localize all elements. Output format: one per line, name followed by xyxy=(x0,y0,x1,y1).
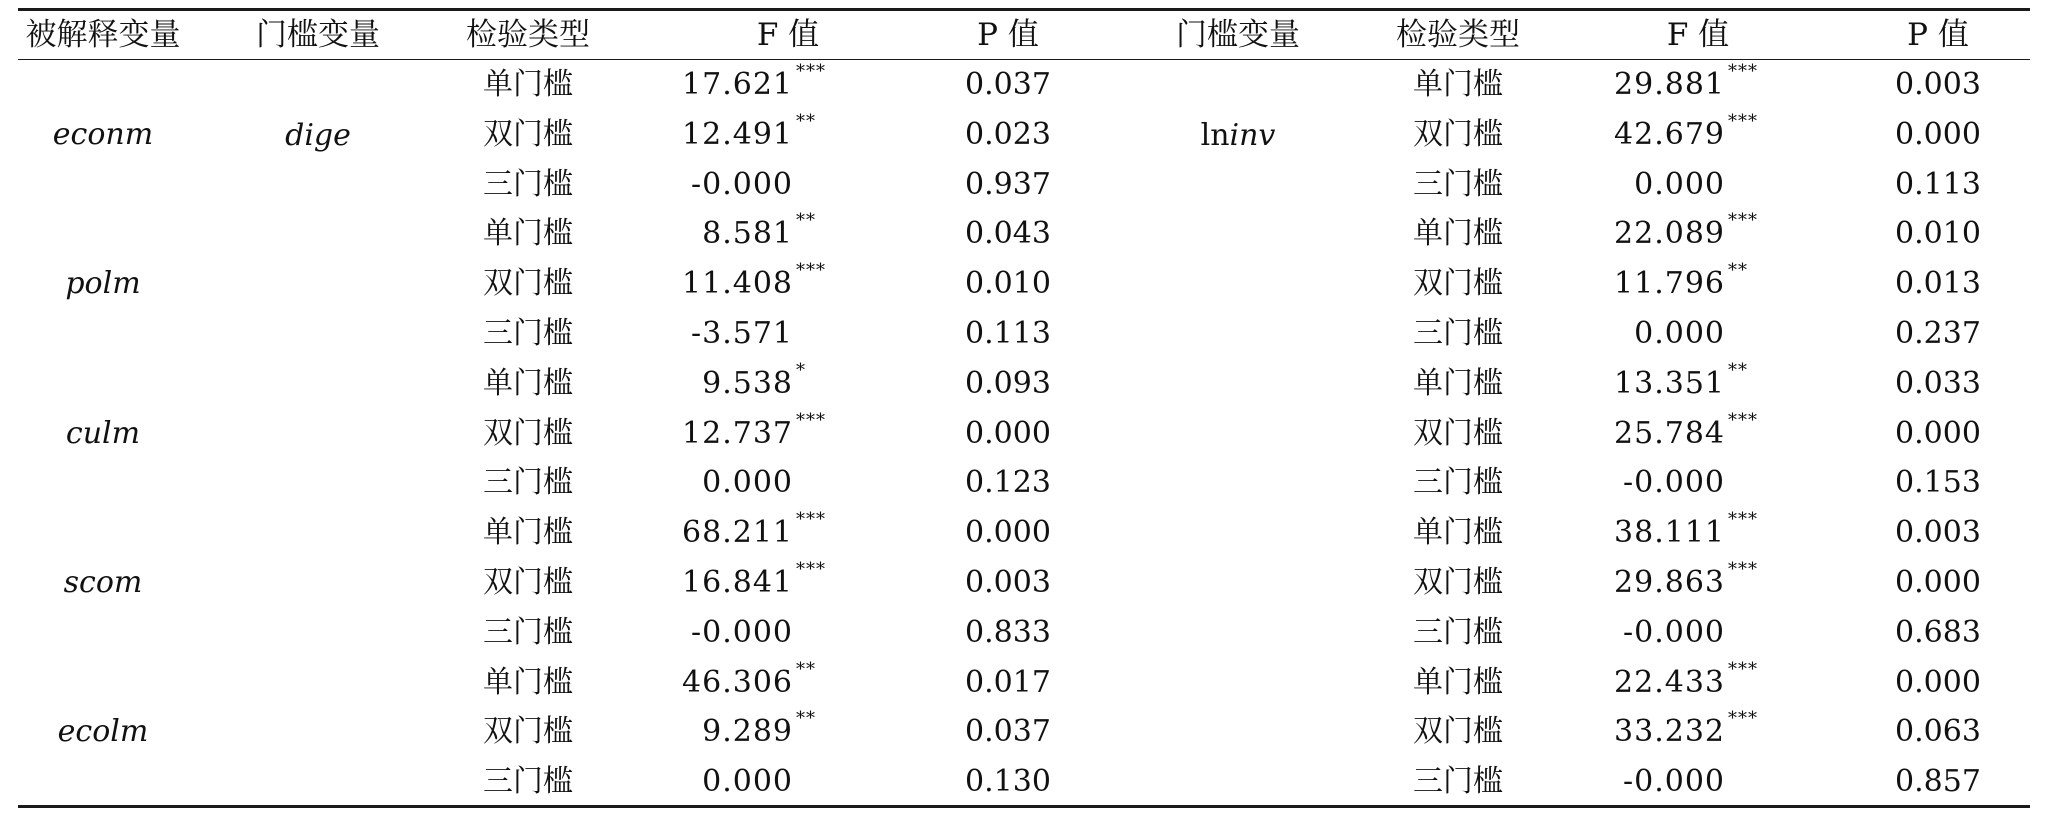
f-value: 46.306 xyxy=(682,665,793,700)
p-value-right: 0.113 xyxy=(1895,167,1981,202)
f-value: 0.000 xyxy=(1634,167,1725,202)
dependent-var-ecolm: ecolm xyxy=(57,714,149,749)
p-value-left: 0.003 xyxy=(965,565,1051,600)
significance-stars: ** xyxy=(796,659,816,680)
p-value-left: 0.037 xyxy=(965,714,1051,749)
f-value: 9.289 xyxy=(702,714,793,749)
significance-stars: ** xyxy=(796,708,816,729)
test-type-right: 单门槛 xyxy=(1413,665,1503,700)
test-type-left: 三门槛 xyxy=(483,316,573,351)
test-type-left: 双门槛 xyxy=(483,565,573,600)
test-type-right: 单门槛 xyxy=(1413,366,1503,401)
test-type-right: 三门槛 xyxy=(1413,167,1503,202)
test-type-right: 三门槛 xyxy=(1413,465,1503,500)
f-value: -0.000 xyxy=(1622,615,1725,650)
dependent-var-scom: scom xyxy=(63,565,143,600)
significance-stars: *** xyxy=(1728,111,1758,132)
f-value-right xyxy=(1525,160,1725,210)
f-value-left xyxy=(593,757,793,807)
p-value-right: 0.237 xyxy=(1895,316,1981,351)
f-value: 42.679 xyxy=(1614,117,1725,152)
f-value: 17.621 xyxy=(682,67,793,102)
test-type-left: 双门槛 xyxy=(483,416,573,451)
f-value-right xyxy=(1525,60,1758,110)
f-value-right xyxy=(1525,608,1725,658)
f-value-right xyxy=(1525,508,1758,558)
f-value-right xyxy=(1525,259,1748,309)
f-value: -0.000 xyxy=(1622,465,1725,500)
f-value: 11.796 xyxy=(1614,266,1725,301)
significance-stars: *** xyxy=(1728,210,1758,231)
header-test-type-2: 检验类型 xyxy=(1396,17,1520,53)
test-type-left: 三门槛 xyxy=(483,615,573,650)
f-value: 0.000 xyxy=(702,465,793,500)
p-value-left: 0.093 xyxy=(965,366,1051,401)
f-value-right xyxy=(1525,409,1758,459)
test-type-right: 双门槛 xyxy=(1413,266,1503,301)
test-type-left: 三门槛 xyxy=(483,167,573,202)
significance-stars: *** xyxy=(1728,659,1758,680)
f-value-right xyxy=(1525,658,1758,708)
p-value-left: 0.130 xyxy=(965,764,1051,799)
test-type-right: 单门槛 xyxy=(1413,216,1503,251)
significance-stars: ** xyxy=(796,210,816,231)
p-value-right: 0.153 xyxy=(1895,465,1981,500)
f-value: 0.000 xyxy=(1634,316,1725,351)
f-value-left xyxy=(593,359,806,409)
significance-stars: ** xyxy=(1728,260,1748,281)
threshold-var-left: dige xyxy=(285,118,351,153)
f-value-right xyxy=(1525,209,1758,259)
significance-stars: *** xyxy=(796,260,826,281)
test-type-left: 单门槛 xyxy=(483,67,573,102)
significance-stars: *** xyxy=(796,410,826,431)
dependent-var-culm: culm xyxy=(65,416,141,451)
p-value-left: 0.937 xyxy=(965,167,1051,202)
significance-stars: *** xyxy=(1728,559,1758,580)
p-value-left: 0.037 xyxy=(965,67,1051,102)
f-value: 22.089 xyxy=(1614,216,1725,251)
header-threshold-var: 门槛变量 xyxy=(256,17,380,53)
p-value-left: 0.000 xyxy=(965,515,1051,550)
f-value-right xyxy=(1525,757,1725,807)
test-type-right: 单门槛 xyxy=(1413,515,1503,550)
threshold-var-right-italic: inv xyxy=(1229,118,1276,153)
p-value-right: 0.000 xyxy=(1895,665,1981,700)
p-value-right: 0.000 xyxy=(1895,565,1981,600)
p-value-left: 0.023 xyxy=(965,117,1051,152)
p-value-left: 0.010 xyxy=(965,266,1051,301)
significance-stars: *** xyxy=(796,61,826,82)
f-value: 29.863 xyxy=(1614,565,1725,600)
f-value: 0.000 xyxy=(702,764,793,799)
test-type-left: 单门槛 xyxy=(483,665,573,700)
significance-stars: *** xyxy=(796,559,826,580)
test-type-right: 三门槛 xyxy=(1413,316,1503,351)
f-value-left xyxy=(593,608,793,658)
test-type-right: 三门槛 xyxy=(1413,615,1503,650)
test-type-left: 双门槛 xyxy=(483,266,573,301)
significance-stars: * xyxy=(796,360,806,381)
f-value-right xyxy=(1525,110,1758,160)
p-value-right: 0.000 xyxy=(1895,416,1981,451)
f-value-left xyxy=(593,508,826,558)
f-value-left xyxy=(593,458,793,508)
header-p-value-2: P 值 xyxy=(1907,17,1969,53)
f-value-left xyxy=(593,259,826,309)
f-value: 22.433 xyxy=(1614,665,1725,700)
p-value-left: 0.043 xyxy=(965,216,1051,251)
p-value-left: 0.833 xyxy=(965,615,1051,650)
p-value-right: 0.013 xyxy=(1895,266,1981,301)
f-value: 16.841 xyxy=(682,565,793,600)
f-value: -0.000 xyxy=(690,167,793,202)
test-type-right: 双门槛 xyxy=(1413,565,1503,600)
test-type-right: 三门槛 xyxy=(1413,764,1503,799)
p-value-right: 0.010 xyxy=(1895,216,1981,251)
f-value: 12.737 xyxy=(682,416,793,451)
f-value-right xyxy=(1525,359,1748,409)
test-type-right: 双门槛 xyxy=(1413,416,1503,451)
significance-stars: *** xyxy=(1728,61,1758,82)
p-value-right: 0.033 xyxy=(1895,366,1981,401)
f-value-right xyxy=(1525,558,1758,608)
p-value-right: 0.857 xyxy=(1895,764,1981,799)
f-value: 68.211 xyxy=(682,515,793,550)
f-value: 12.491 xyxy=(682,117,793,152)
f-value-left xyxy=(593,309,793,359)
f-value: -3.571 xyxy=(690,316,793,351)
test-type-left: 三门槛 xyxy=(483,465,573,500)
significance-stars: ** xyxy=(1728,360,1748,381)
threshold-var-right-prefix: ln xyxy=(1200,118,1230,153)
f-value-left xyxy=(593,707,816,757)
p-value-left: 0.000 xyxy=(965,416,1051,451)
f-value: -0.000 xyxy=(690,615,793,650)
f-value: 29.881 xyxy=(1614,67,1725,102)
header-test-type: 检验类型 xyxy=(466,17,590,53)
header-p-value: P 值 xyxy=(977,17,1039,53)
p-value-left: 0.113 xyxy=(965,316,1051,351)
f-value: 25.784 xyxy=(1614,416,1725,451)
header-dependent-var: 被解释变量 xyxy=(25,17,181,53)
p-value-right: 0.003 xyxy=(1895,67,1981,102)
significance-stars: *** xyxy=(796,509,826,530)
f-value-left xyxy=(593,110,816,160)
f-value-left xyxy=(593,160,793,210)
significance-stars: *** xyxy=(1728,509,1758,530)
p-value-right: 0.000 xyxy=(1895,117,1981,152)
f-value-left xyxy=(593,60,826,110)
f-value-left xyxy=(593,209,816,259)
p-value-right: 0.003 xyxy=(1895,515,1981,550)
test-type-left: 双门槛 xyxy=(483,714,573,749)
significance-stars: ** xyxy=(796,111,816,132)
f-value-left xyxy=(593,409,826,459)
test-type-left: 单门槛 xyxy=(483,366,573,401)
header-threshold-var-2: 门槛变量 xyxy=(1176,17,1300,53)
test-type-left: 三门槛 xyxy=(483,764,573,799)
dependent-var-econm: econm xyxy=(52,117,154,152)
f-value: 38.111 xyxy=(1614,515,1725,550)
test-type-right: 双门槛 xyxy=(1413,714,1503,749)
f-value: 8.581 xyxy=(702,216,793,251)
f-value-left xyxy=(593,658,816,708)
f-value-left xyxy=(593,558,826,608)
header-f-value-2: F 值 xyxy=(1666,17,1730,53)
f-value: 9.538 xyxy=(702,366,793,401)
test-type-left: 双门槛 xyxy=(483,117,573,152)
f-value: 11.408 xyxy=(682,266,793,301)
dependent-var-polm: polm xyxy=(65,266,141,301)
f-value: 13.351 xyxy=(1614,366,1725,401)
threshold-var-right xyxy=(1148,111,1328,161)
p-value-left: 0.017 xyxy=(965,665,1051,700)
f-value: 33.232 xyxy=(1614,714,1725,749)
significance-stars: *** xyxy=(1728,410,1758,431)
f-value-right xyxy=(1525,309,1725,359)
f-value: -0.000 xyxy=(1622,764,1725,799)
significance-stars: *** xyxy=(1728,708,1758,729)
header-f-value: F 值 xyxy=(756,17,820,53)
p-value-right: 0.063 xyxy=(1895,714,1981,749)
test-type-left: 单门槛 xyxy=(483,515,573,550)
p-value-left: 0.123 xyxy=(965,465,1051,500)
f-value-right xyxy=(1525,458,1725,508)
p-value-right: 0.683 xyxy=(1895,615,1981,650)
f-value-right xyxy=(1525,707,1758,757)
test-type-right: 单门槛 xyxy=(1413,67,1503,102)
test-type-left: 单门槛 xyxy=(483,216,573,251)
test-type-right: 双门槛 xyxy=(1413,117,1503,152)
